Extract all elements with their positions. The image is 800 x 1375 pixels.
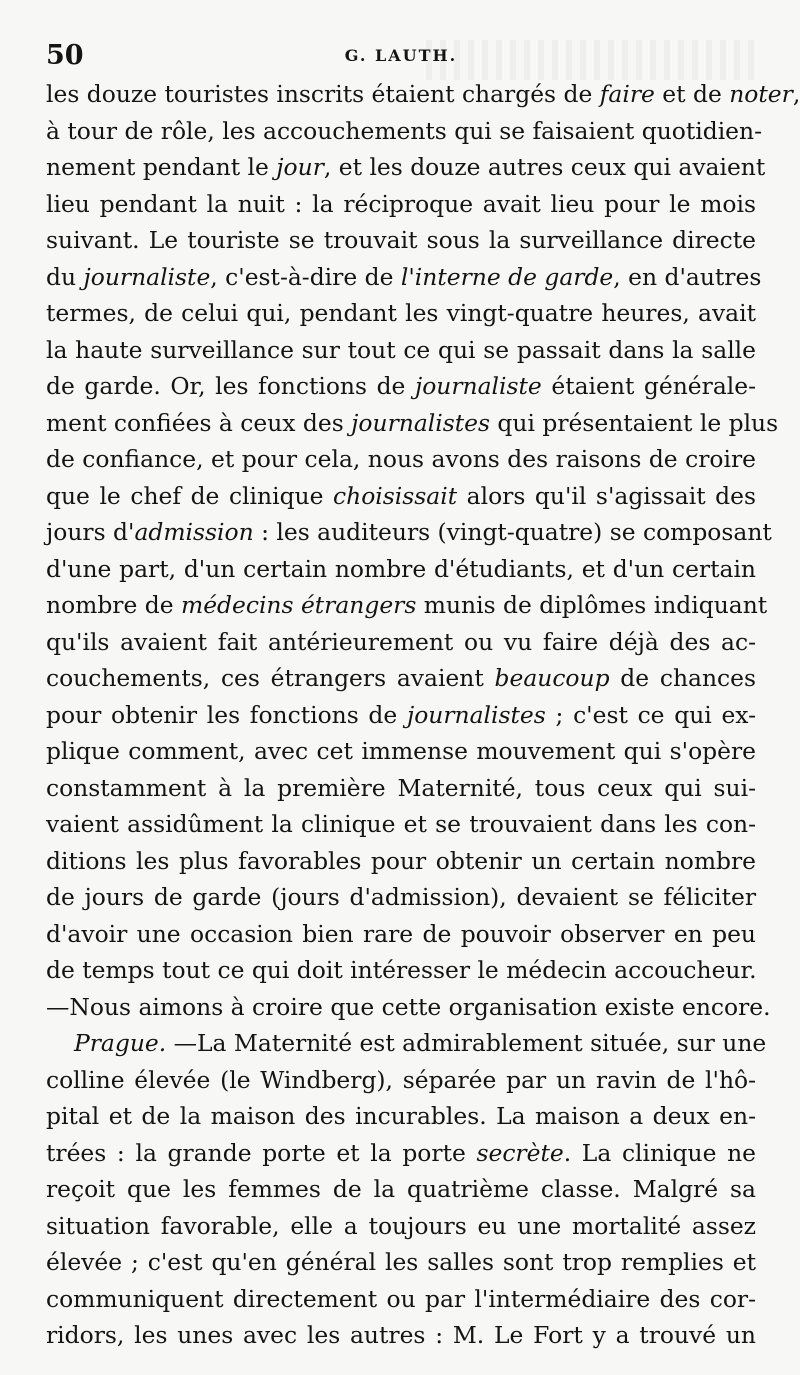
text-span: communiquent directement ou par l'intermédiaire des cor- bbox=[46, 1284, 756, 1313]
text-span: de temps tout ce qui doit intéresser le médecin accoucheur. bbox=[46, 956, 757, 984]
text-span: d'avoir une occasion bien rare de pouvoir observer en peu bbox=[46, 919, 756, 948]
text-line bbox=[46, 952, 756, 989]
text-line bbox=[46, 478, 756, 515]
text-span: couchements, ces étrangers avaient bbox=[46, 664, 495, 692]
text-span: vaient assidûment la clinique et se trouvaient dans les con- bbox=[46, 810, 756, 838]
text-span: constamment à la première Maternité, tous ceux qui sui- bbox=[46, 773, 756, 802]
text-line bbox=[46, 660, 756, 697]
italic-span: journalistes bbox=[351, 408, 490, 437]
italic-span: médecins étrangers bbox=[181, 591, 417, 619]
text-line bbox=[46, 222, 756, 259]
text-line bbox=[46, 1171, 756, 1208]
italic-span: choisissait bbox=[333, 481, 458, 510]
text-line bbox=[46, 332, 756, 369]
text-span: , en d'autres bbox=[613, 262, 762, 291]
italic-span: secrète bbox=[476, 1138, 564, 1167]
text-span: pour obtenir les fonctions de bbox=[46, 700, 407, 729]
text-line bbox=[46, 149, 766, 186]
italic-span: noter bbox=[729, 80, 793, 108]
text-span: reçoit que les femmes de la quatrième classe. Malgré sa bbox=[46, 1175, 756, 1203]
text-line bbox=[46, 1025, 767, 1062]
text-span: plique comment, avec cet immense mouvement qui s'opère bbox=[46, 737, 756, 765]
text-line bbox=[46, 989, 771, 1026]
text-line bbox=[46, 587, 768, 624]
text-line bbox=[46, 76, 800, 113]
text-line bbox=[46, 1208, 756, 1245]
text-line bbox=[46, 1098, 756, 1135]
text-span: nement pendant le bbox=[46, 153, 277, 181]
text-span: de jours de garde (jours d'admission), devaient se féliciter bbox=[46, 883, 756, 911]
text-line bbox=[46, 405, 779, 442]
text-line bbox=[46, 916, 756, 953]
running-head: G. LAUTH. bbox=[344, 46, 458, 65]
text-line bbox=[46, 259, 762, 296]
text-line bbox=[46, 806, 756, 843]
text-line bbox=[46, 733, 756, 770]
italic-span: jour bbox=[276, 153, 324, 181]
text-line bbox=[46, 295, 756, 332]
text-span: jours d' bbox=[46, 518, 135, 546]
italic-span: beaucoup bbox=[494, 664, 610, 692]
text-span: . La clinique ne bbox=[563, 1138, 756, 1167]
text-span: ditions les plus favorables pour obtenir un certain nombre bbox=[46, 846, 756, 875]
text-span: situation favorable, elle a toujours eu une mortalité assez bbox=[46, 1211, 756, 1240]
text-line bbox=[46, 770, 756, 807]
text-line bbox=[46, 1317, 756, 1354]
text-span: du bbox=[46, 262, 84, 291]
text-line bbox=[46, 1135, 756, 1172]
text-span: de chances bbox=[609, 664, 756, 692]
text-span: ; c'est ce qui ex- bbox=[545, 700, 756, 729]
italic-span: admission bbox=[134, 518, 254, 546]
text-span: trées : la grande porte et la porte bbox=[46, 1138, 477, 1167]
text-line bbox=[46, 879, 756, 916]
text-line bbox=[46, 1062, 756, 1099]
text-span: : les auditeurs (vingt-quatre) se composant bbox=[253, 518, 772, 546]
text-span: nombre de bbox=[46, 591, 182, 619]
page-number: 50 bbox=[46, 40, 84, 71]
text-span: qu'ils avaient fait antérieurement ou vu faire déjà des ac- bbox=[46, 627, 756, 656]
text-span: , bbox=[792, 80, 800, 108]
text-span: munis de diplômes indiquant bbox=[416, 591, 768, 619]
text-span: de garde. Or, les fonctions de bbox=[46, 372, 415, 400]
body-text bbox=[46, 76, 800, 1354]
text-span: ment confiées à ceux des bbox=[46, 408, 352, 437]
italic-span: journaliste bbox=[83, 262, 211, 291]
text-span: la haute surveillance sur tout ce qui se passait dans la salle bbox=[46, 335, 756, 364]
text-span: colline élevée (le Windberg), séparée par un ravin de l'hô- bbox=[46, 1065, 756, 1094]
text-span: —La Maternité est admirablement située, sur une bbox=[166, 1029, 767, 1057]
text-span: et de bbox=[654, 80, 730, 108]
text-span: élevée ; c'est qu'en général les salles sont trop remplies et bbox=[46, 1248, 756, 1276]
text-span: les douze touristes inscrits étaient chargés de bbox=[46, 80, 600, 108]
italic-span: faire bbox=[599, 80, 655, 108]
text-span: alors qu'il s'agissait des bbox=[457, 481, 756, 510]
text-line bbox=[46, 1281, 756, 1318]
italic-span: journalistes bbox=[406, 700, 546, 729]
italic-span: l'interne de garde bbox=[400, 262, 614, 291]
text-span: que le chef de clinique bbox=[46, 481, 334, 510]
text-line bbox=[46, 843, 756, 880]
text-span: suivant. Le touriste se trouvait sous la surveillance directe bbox=[46, 226, 756, 254]
text-span: ridors, les unes avec les autres : M. Le Fort y a trouvé un bbox=[46, 1321, 756, 1349]
text-span: à tour de rôle, les accouchements qui se faisaient quotidien- bbox=[46, 116, 762, 145]
text-span: de confiance, et pour cela, nous avons des raisons de croire bbox=[46, 445, 756, 473]
text-span: pital et de la maison des incurables. La maison a deux en- bbox=[46, 1102, 756, 1130]
text-span: , et les douze autres ceux qui avaient bbox=[323, 153, 766, 181]
italic-span: Prague. bbox=[74, 1029, 167, 1057]
text-span: termes, de celui qui, pendant les vingt-quatre heures, avait bbox=[46, 299, 756, 327]
text-line bbox=[46, 1244, 756, 1281]
text-line bbox=[46, 514, 772, 551]
italic-span: journaliste bbox=[414, 372, 542, 400]
text-span: d'une part, d'un certain nombre d'étudiants, et d'un certain bbox=[46, 554, 756, 583]
text-line bbox=[46, 624, 756, 661]
text-line bbox=[46, 186, 756, 223]
text-span: —Nous aimons à croire que cette organisation existe encore. bbox=[46, 992, 771, 1021]
text-span: lieu pendant la nuit : la réciproque avait lieu pour le mois bbox=[46, 189, 756, 218]
text-line bbox=[46, 113, 762, 150]
text-line bbox=[46, 697, 756, 734]
text-span: , c'est-à-dire de bbox=[210, 262, 401, 291]
page-header bbox=[46, 40, 756, 74]
text-line bbox=[46, 551, 756, 588]
text-line bbox=[46, 368, 756, 405]
text-span: qui présentaient le plus bbox=[489, 408, 779, 437]
text-span: étaient générale- bbox=[541, 372, 756, 400]
text-line bbox=[46, 441, 756, 478]
